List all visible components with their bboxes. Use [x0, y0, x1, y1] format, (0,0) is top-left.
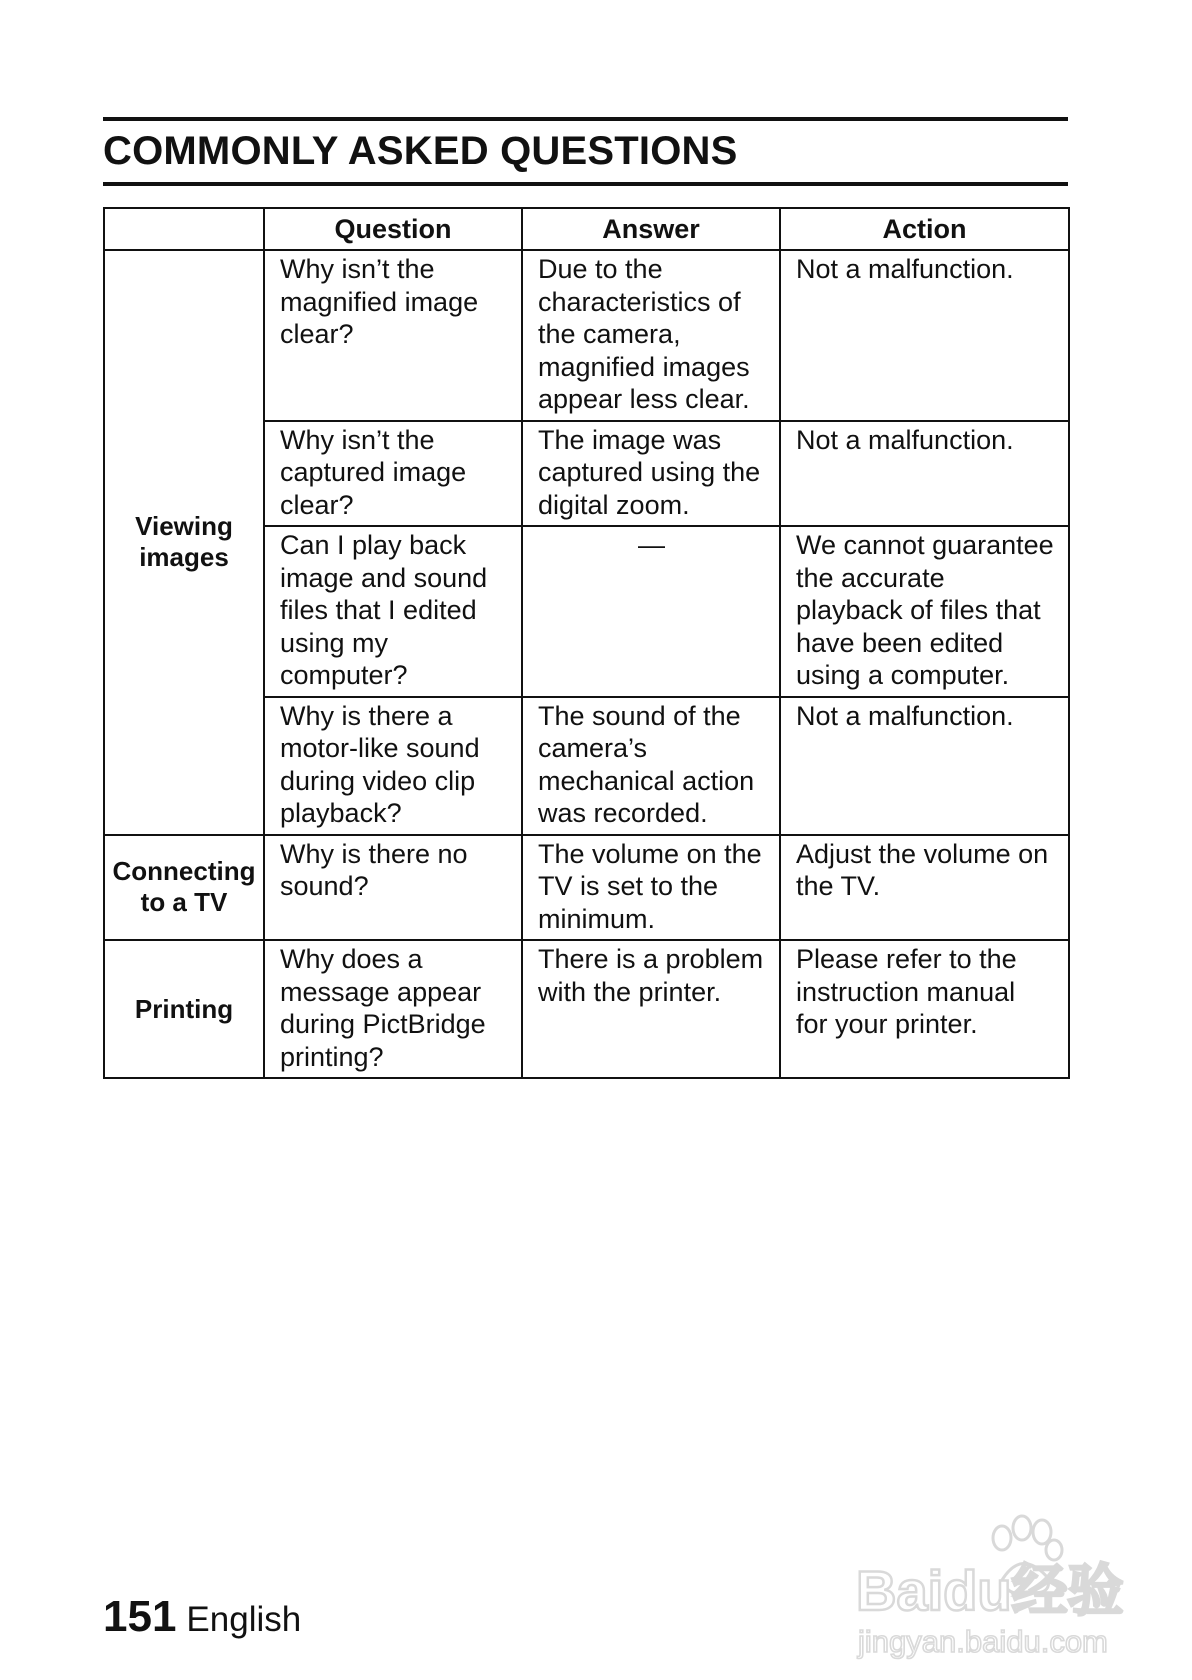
title-rule-bottom — [103, 182, 1068, 186]
table-header-row — [104, 208, 1069, 250]
answer-cell: There is a problem with the printer. — [522, 940, 780, 1078]
action-cell: Adjust the volume on the TV. — [780, 835, 1069, 941]
question-cell: Why is there a motor-like sound during video clip playback? — [264, 697, 522, 835]
page-number: 151 — [103, 1592, 177, 1641]
page-footer — [103, 1592, 301, 1652]
question-cell: Why isn’t the captured image clear? — [264, 421, 522, 527]
answer-cell: The image was captured using the digital zoom. — [522, 421, 780, 527]
title-rule-top — [103, 117, 1068, 121]
column-header-category — [104, 208, 264, 250]
category-printing: Printing — [104, 940, 264, 1078]
action-cell: Not a malfunction. — [780, 421, 1069, 527]
baidu-watermark-logo — [852, 1510, 1142, 1660]
action-cell: We cannot guarantee the accurate playback of files that have been edited using a computer. — [780, 526, 1069, 697]
answer-cell: — — [522, 526, 780, 697]
question-cell: Why isn’t the magnified image clear? — [264, 250, 522, 421]
category-connecting-to-tv: Connecting to a TV — [104, 835, 264, 941]
watermark-url-text: jingyan.baidu.com — [858, 1624, 1108, 1659]
question-cell: Can I play back image and sound files that I edited using my computer? — [264, 526, 522, 697]
page-title: COMMONLY ASKED QUESTIONS — [103, 129, 738, 173]
column-header-answer: Answer — [522, 208, 780, 250]
column-header-question: Question — [264, 208, 522, 250]
table-row — [104, 940, 1069, 1078]
table-row — [104, 250, 1069, 421]
answer-cell: The volume on the TV is set to the minimum. — [522, 835, 780, 941]
category-viewing-images: Viewing images — [104, 250, 264, 835]
column-header-action: Action — [780, 208, 1069, 250]
question-cell: Why is there no sound? — [264, 835, 522, 941]
action-cell: Please refer to the instruction manual for your printer. — [780, 940, 1069, 1078]
action-cell: Not a malfunction. — [780, 697, 1069, 835]
watermark-logo-text: Baidu经验 — [856, 1559, 1124, 1622]
question-cell: Why does a message appear during PictBridge printing? — [264, 940, 522, 1078]
faq-table — [103, 207, 1070, 1079]
table-row — [104, 835, 1069, 941]
action-cell: Not a malfunction. — [780, 250, 1069, 421]
page-language: English — [186, 1600, 302, 1639]
answer-cell: Due to the characteristics of the camera, magnified images appear less clear. — [522, 250, 780, 421]
answer-cell: The sound of the camera’s mechanical action was recorded. — [522, 697, 780, 835]
